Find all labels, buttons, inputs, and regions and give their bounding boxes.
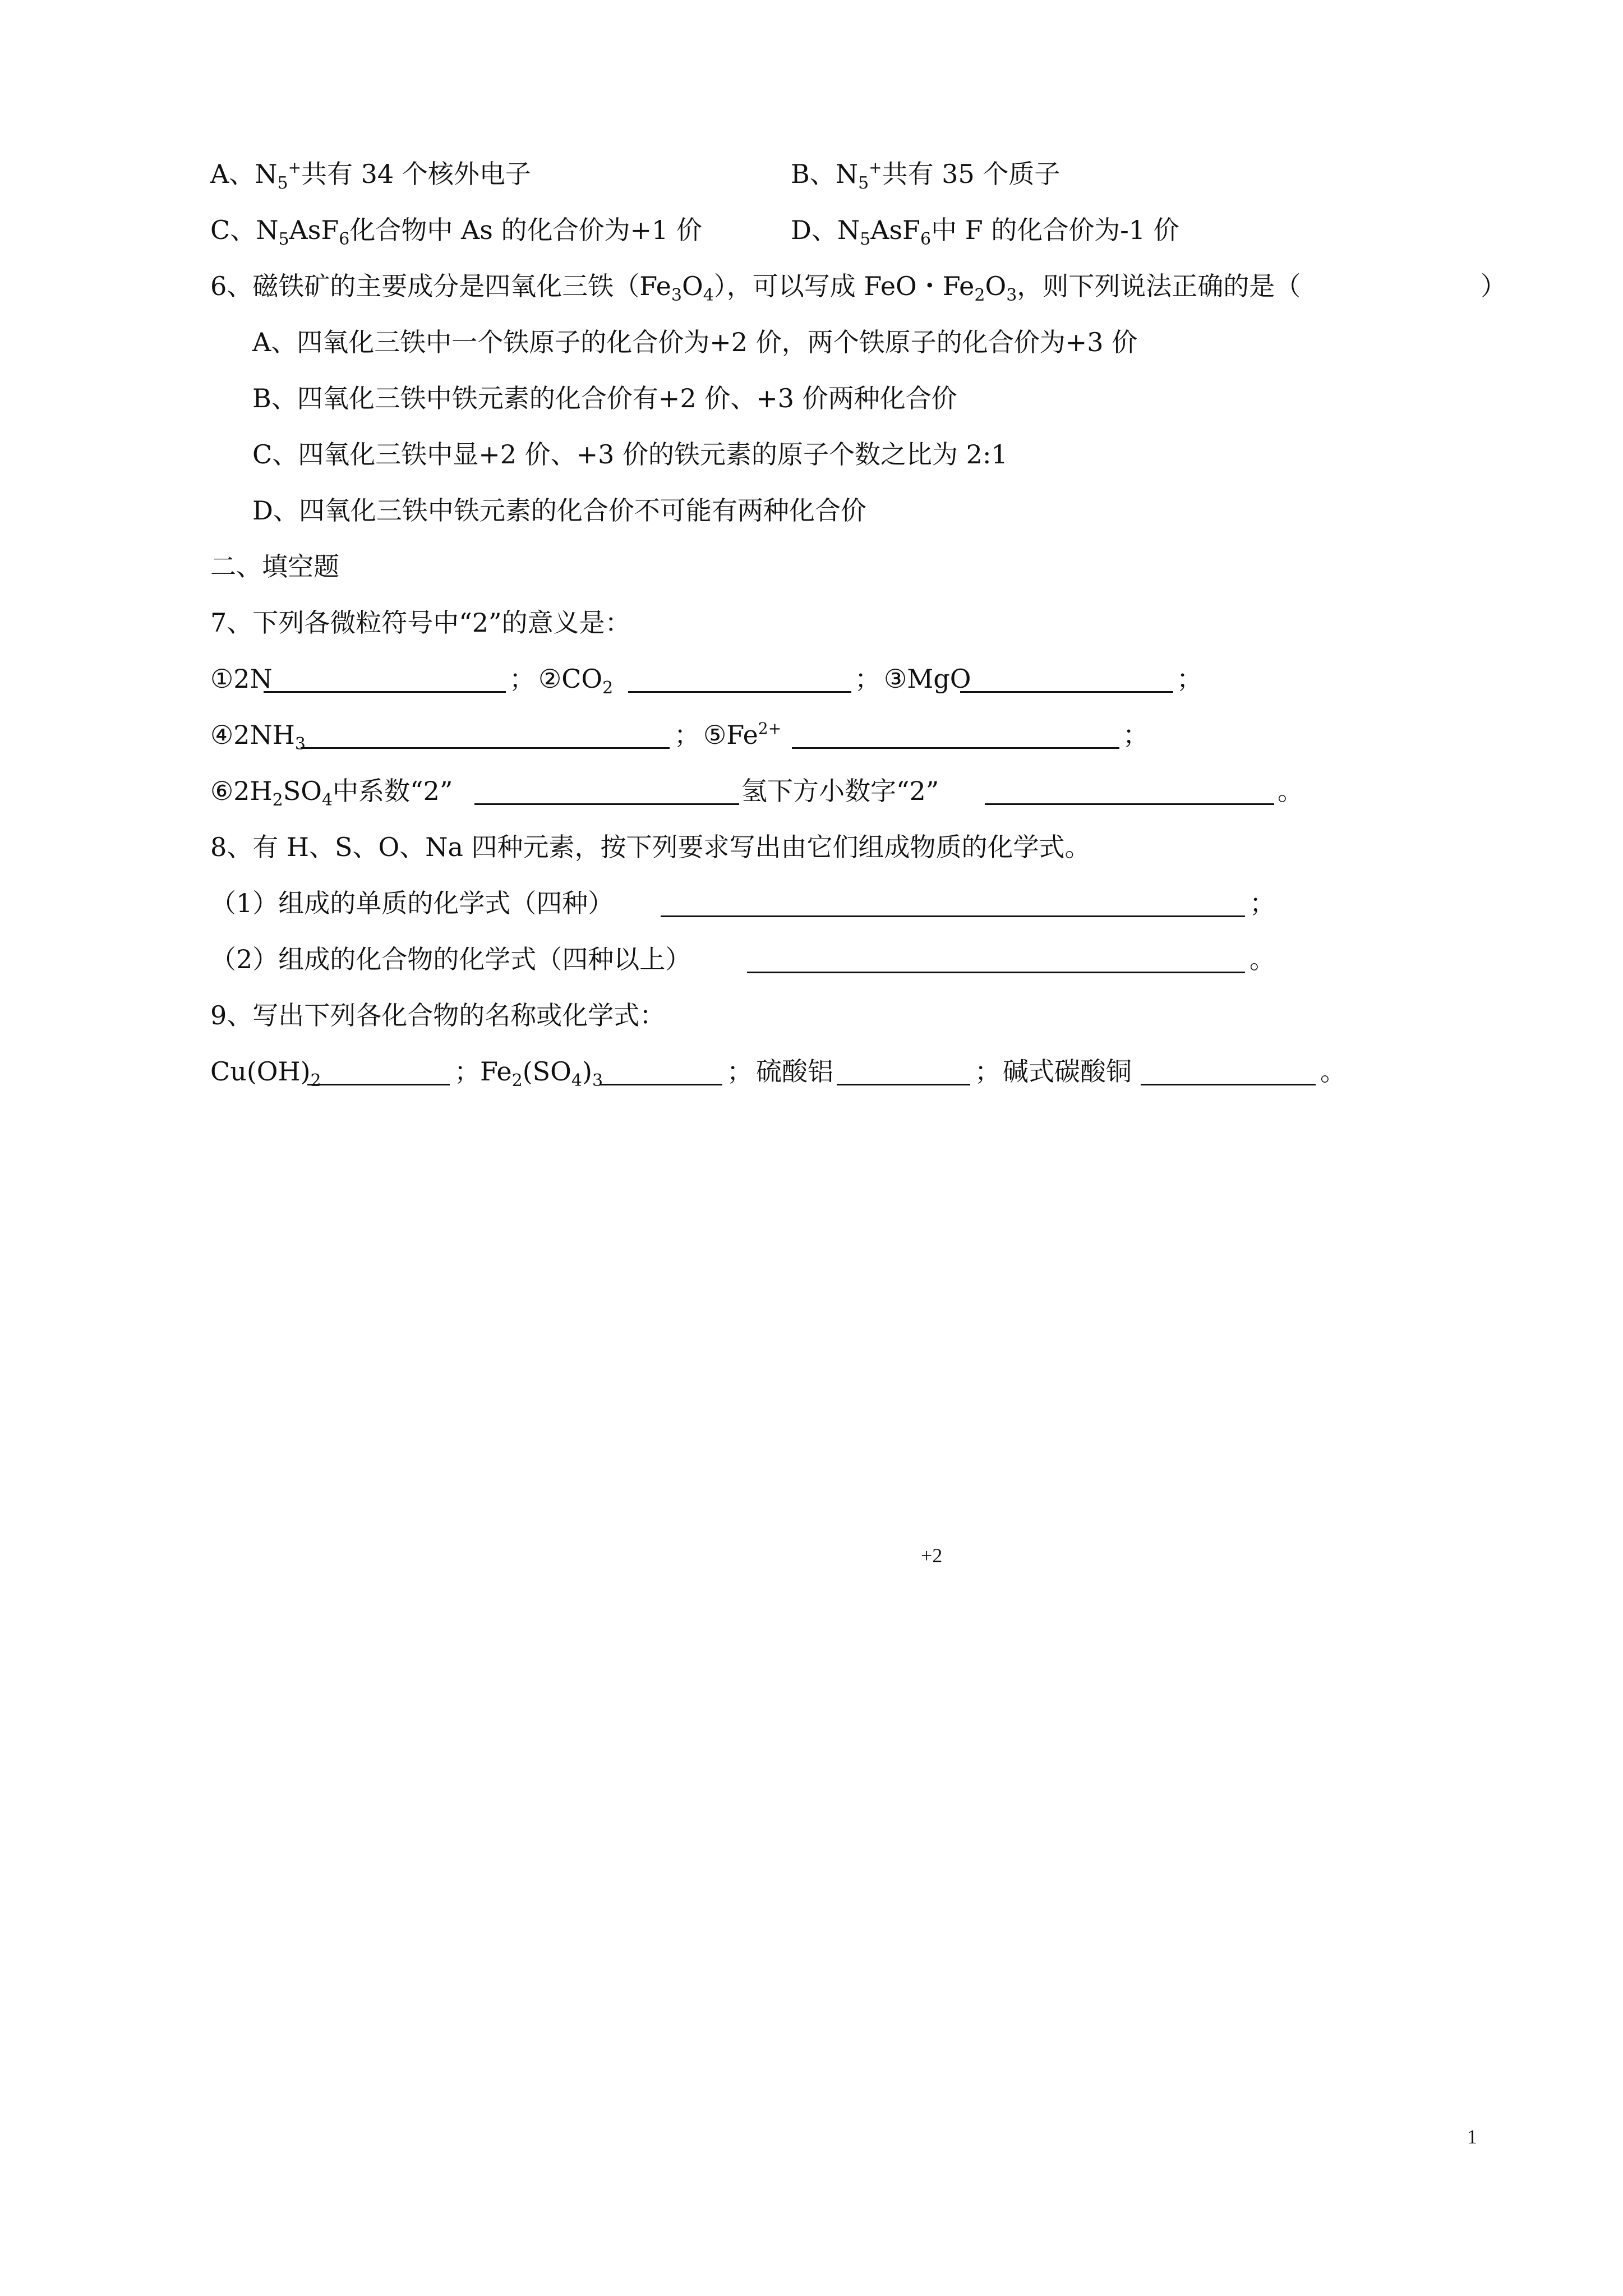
separator: ； — [1177, 664, 1202, 694]
separator: ； — [727, 1056, 753, 1087]
q7-item-1-label: ①2N — [210, 664, 273, 694]
q7-item-2-label: $②CO_2$ — [538, 664, 614, 698]
q7-item-5-label: $⑤Fe^{2+}$ — [703, 719, 782, 750]
q8-part-1-blank[interactable] — [661, 881, 1245, 917]
separator: ； — [1123, 720, 1149, 750]
separator: ； — [674, 720, 700, 750]
q6-option-b-text: B、四氧化三铁中铁元素的化合价有+2 价、+3 价两种化合价 — [252, 383, 957, 413]
separator: ； — [454, 1056, 480, 1087]
q7-item-2-blank[interactable] — [628, 656, 851, 693]
q6-answer-paren-close: ） — [1481, 271, 1506, 301]
period: 。 — [1249, 944, 1275, 974]
q7-item-6-label: $⑥2H_2SO_4$中系数“2” — [210, 776, 453, 810]
q8-part-2-label: （2）组成的化合物的化学式（四种以上） — [210, 944, 691, 974]
section-heading-text: 二、填空题 — [210, 551, 339, 582]
period: 。 — [1320, 1056, 1346, 1087]
q9-stem-text: 9、写出下列各化合物的名称或化学式： — [210, 1000, 666, 1030]
q6-stem-text: 6、磁铁矿的主要成分是四氧化三铁$(Fe_3O_4)$，可以写成 FeO・$Fe_2O_3$，则下列说法正确的是（ — [210, 271, 1301, 305]
q7-item-3-blank[interactable] — [960, 656, 1173, 693]
q6-option-d-text: D、四氧化三铁中铁元素的化合价不可能有两种化合价 — [252, 495, 866, 526]
q6-option-a-text: A、四氧化三铁中一个铁原子的化合价为+2 价，两个铁原子的化合价为+3 价 — [252, 327, 1138, 357]
q5-option-a: A、$N_5^+$共有 34 个核外电子 — [210, 158, 531, 193]
q7-item-6-subscript-blank[interactable] — [985, 769, 1274, 805]
page-number: 1 — [1467, 2125, 1477, 2148]
q7-item-4-blank[interactable] — [301, 712, 670, 749]
q9-compound-1-label: $Cu(OH)_2$ — [210, 1056, 321, 1091]
q9-compound-2-blank[interactable] — [600, 1049, 722, 1085]
q9-compound-2-label: $Fe_2(SO_4)_3$ — [480, 1056, 603, 1091]
q7-item-1-blank[interactable] — [264, 656, 506, 693]
q7-stem-text: 7、下列各微粒符号中“2”的意义是： — [210, 608, 631, 638]
separator: ； — [509, 664, 535, 694]
q5-option-d: D、$N_5AsF_6$中 F 的化合价为-1 价 — [791, 215, 1179, 249]
q5-option-c: C、$N_5AsF_6$化合物中 As 的化合价为+1 价 — [210, 215, 702, 249]
q5-option-b: B、$N_5^+$共有 35 个质子 — [791, 158, 1061, 193]
q9-compound-4-label: 碱式碳酸铜 — [1003, 1056, 1132, 1087]
q7-item-4-label: $④2NH_3$ — [210, 720, 306, 754]
q9-compound-1-blank[interactable] — [307, 1049, 450, 1085]
q7-item-6-coefficient-blank[interactable] — [474, 769, 739, 805]
q6-option-c-text: C、四氧化三铁中显+2 价、+3 价的铁元素的原子个数之比为 2:1 — [252, 439, 1008, 470]
q7-item-3-label: ③MgO — [884, 664, 971, 694]
separator: ； — [855, 664, 880, 694]
q8-stem-text: 8、有 H、S、O、Na 四种元素，按下列要求写出由它们组成物质的化学式。 — [210, 832, 1091, 862]
stray-mark: +2 — [921, 1544, 943, 1567]
separator: ； — [975, 1056, 1000, 1087]
q8-part-1-label: （1）组成的单质的化学式（四种） — [210, 888, 614, 918]
period: 。 — [1278, 776, 1303, 806]
separator: ； — [1249, 888, 1275, 918]
q7-item-5-blank[interactable] — [792, 712, 1119, 749]
q9-compound-3-blank[interactable] — [837, 1049, 970, 1085]
q9-compound-3-label: 硫酸铝 — [756, 1056, 833, 1087]
q8-part-2-blank[interactable] — [747, 937, 1245, 973]
q9-compound-4-blank[interactable] — [1141, 1049, 1316, 1085]
q7-item-6-subscript-label: 氢下方小数字“2” — [741, 776, 939, 806]
